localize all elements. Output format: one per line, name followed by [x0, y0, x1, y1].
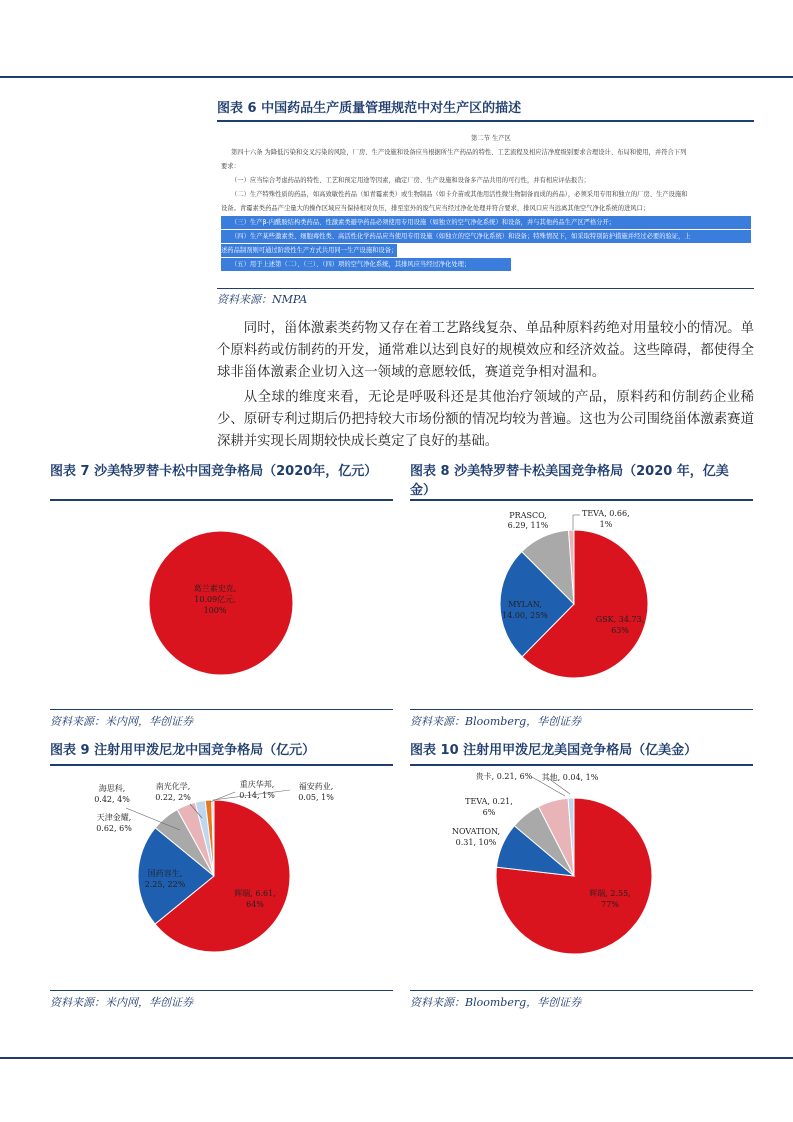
pie-label: 0.62, 6%: [96, 824, 132, 833]
figure-8-source-rule: [410, 709, 753, 710]
doc-heading: 第二节 生产区: [471, 135, 511, 142]
pie-label: MYLAN,: [508, 600, 542, 609]
doc-line-highlighted: 述药品制剂则可通过阶段性生产方式共用同一生产设施和设备；: [221, 244, 397, 257]
pie-label: 1%: [599, 520, 613, 529]
figure-10-source-rule: [410, 990, 753, 991]
figure-7-pie-chart: [50, 503, 393, 707]
doc-line: （一）应当综合考虑药品的特性、工艺和预定用途等因素，确定厂房、生产设施和设备多产品共用的可行性，并有相应评估报告；: [231, 177, 590, 184]
figure-9-title-rule: [50, 764, 393, 766]
pie-label: GSK, 34.73,: [595, 615, 645, 624]
figure-10-title-rule: [410, 764, 753, 766]
figure-7-source: 资料来源：米内网，华创证券: [50, 715, 193, 728]
pie-label: 国药容生,: [147, 869, 183, 878]
pie-label: 辉瑞, 2.55,: [589, 889, 631, 898]
figure-8-title-rule: [410, 499, 753, 501]
figure-9-source-rule: [50, 990, 393, 991]
figure-6-source-rule: [217, 288, 754, 289]
pie-label: 葛兰素史克,: [193, 584, 237, 593]
pie-label: 重庆华邦,: [239, 780, 275, 789]
pie-label: 海思科,: [98, 784, 126, 793]
pie-label: PRASCO,: [509, 511, 547, 520]
pie-label: 0.22, 2%: [155, 793, 191, 802]
footer-rule: [0, 1057, 793, 1059]
body-paragraph: 同时，甾体激素类药物又存在着工艺路线复杂、单品种原料药绝对用量较小的情况。单个原料药或仿制药的开发，通常难以达到良好的规模效应和经济效益。这些障碍，都使得全球非甾体激素企业切入这一领域的意愿较低，赛道竞争相对温和。: [217, 321, 754, 380]
doc-line-highlighted: （五）用于上述第（二）、（三）、（四）项的空气净化系统，其排风应当经过净化处理；: [221, 258, 511, 271]
pie-label: 63%: [611, 626, 629, 635]
pie-label: 14.00, 25%: [502, 611, 548, 620]
pie-label: 南光化学,: [155, 782, 191, 791]
figure-7-title: 图表 7 沙美特罗替卡松中国竞争格局（2020年，亿元）: [50, 464, 378, 479]
pie-label: 天津金耀,: [96, 813, 132, 822]
pie-label: 其他, 0.04, 1%: [541, 773, 599, 782]
pie-label: 64%: [246, 900, 264, 909]
pie-label: 0.05, 1%: [298, 793, 334, 802]
figure-7-source-rule: [50, 709, 393, 710]
figure-9-title: 图表 9 注射用甲泼尼龙中国竞争格局（亿元）: [50, 743, 316, 758]
pie-label: 0.42, 4%: [94, 795, 130, 804]
pie-label: TEVA, 0.66,: [582, 509, 630, 518]
pie-label: TEVA, 0.21,: [465, 797, 513, 806]
figure-9-pie-chart: [50, 768, 393, 988]
figure-6-title: 图表 6 中国药品生产质量管理规范中对生产区的描述: [217, 101, 522, 116]
header-rule: [0, 76, 793, 78]
pie-label: 6%: [482, 808, 496, 817]
pie-label: 77%: [601, 900, 619, 909]
doc-line-highlighted: （三）生产β-内酰胺结构类药品、性激素类避孕药品必须使用专用设施（如独立的空气净化系统）和设备，并与其他药品生产区严格分开；: [221, 216, 751, 229]
figure-6-document-image: [217, 124, 753, 284]
doc-line-highlighted: （四）生产某些激素类、细胞毒性类、高活性化学药品应当使用专用设施（如独立的空气净化系统）和设备；特殊情况下，如采取特别防护措施并经过必要的验证，上: [221, 230, 751, 243]
pie-label: 贵卡, 0.21, 6%: [475, 772, 533, 781]
doc-line: 设备。青霉素类药品产尘量大的操作区域应当保持相对负压，排至室外的废气应当经过净化处理并符合要求，排风口应当远离其他空气净化系统的进风口；: [221, 205, 650, 212]
pie-label: 6.29, 11%: [507, 521, 549, 530]
pie-label: 辉瑞, 6.61,: [234, 889, 276, 898]
pie-label: 2.25, 22%: [144, 880, 186, 889]
pie-label: NOVATION,: [451, 827, 501, 836]
body-paragraph: 从全球的维度来看，无论是呼吸科还是其他治疗领域的产品，原料药和仿制药企业稀少、原研专利过期后仍把持较大市场份额的情况均较为普遍。这也为公司围绕甾体激素赛道深耕并实现长周期较快成长奠定了良好的基础。: [217, 390, 754, 449]
pie-label: 0.31, 10%: [455, 838, 497, 847]
figure-7-title-rule: [50, 499, 393, 501]
figure-6-source: 资料来源：NMPA: [217, 293, 308, 306]
figure-8-title-line: 金）: [410, 483, 437, 498]
figure-8-title-line: 图表 8 沙美特罗替卡松美国竞争格局（2020 年，亿美: [410, 464, 729, 479]
doc-line: 第四十六条 为降低污染和交叉污染的风险，厂房、生产设施和设备应当根据所生产药品的特性、工艺流程及相应洁净度级别要求合理设计、布局和使用，并符合下列: [231, 149, 687, 156]
doc-line: （二）生产特殊性质的药品，如高致敏性药品（如青霉素类）或生物制品（如卡介苗或其他用活性微生物制备而成的药品），必须采用专用和独立的厂房、生产设施和: [231, 191, 688, 198]
figure-10-title: 图表 10 注射用甲泼尼龙美国竞争格局（亿美金）: [410, 743, 698, 758]
pie-label: 0.14, 1%: [239, 791, 275, 800]
figure-10-pie-chart: [410, 768, 753, 988]
doc-line: 要求：: [221, 163, 240, 170]
figure-8-title: [410, 462, 755, 500]
figure-8-pie-chart: [410, 503, 753, 707]
figure-9-source: 资料来源：米内网，华创证券: [50, 996, 193, 1009]
figure-10-source: 资料来源：Bloomberg，华创证券: [410, 996, 582, 1009]
figure-8-source: 资料来源：Bloomberg，华创证券: [410, 715, 582, 728]
pie-label: 100%: [203, 606, 227, 615]
pie-label: 福安药业,: [298, 782, 334, 791]
pie-label: 10.09亿元,: [194, 595, 236, 604]
figure-6-title-rule: [217, 120, 754, 122]
